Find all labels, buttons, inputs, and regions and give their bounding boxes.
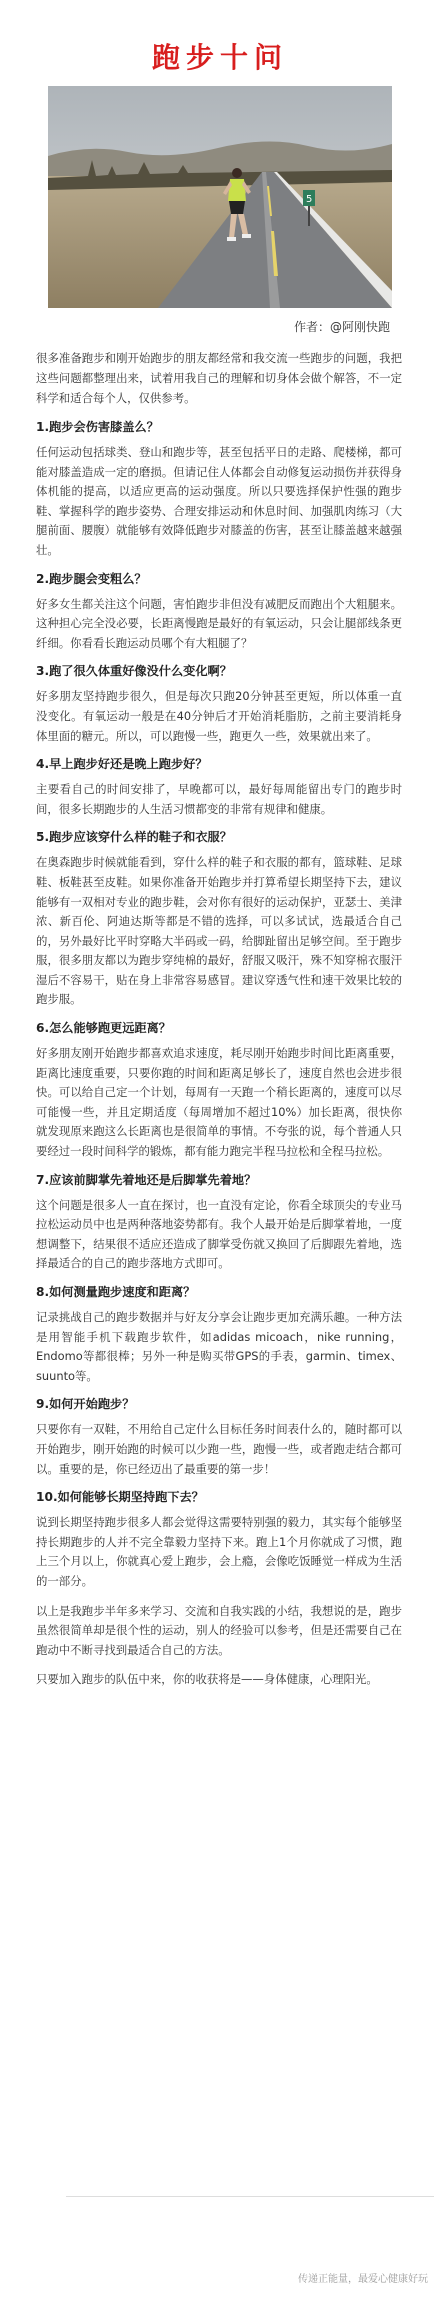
question-answer: 好多女生都关注这个问题，害怕跑步非但没有减肥反而跑出个大粗腿来。这种担心完全没必要，长距离慢跑是最好的有氧运动，只会让腿部线条更纤细。你看看长跑运动员哪个有大粗腿了？ — [36, 596, 402, 650]
question-answer: 任何运动包括球类、登山和跑步等，甚至包括平日的走路、爬楼梯，都可能对膝盖造成一定的磨损。但请记住人体都会自动修复运动损伤并获得身体机能的提高，以适应更高的运动强度。所以只要选择保护性强的跑步鞋、掌握科学的跑步姿势、合理安排运动和休息时间、加强肌肉练习（大腿前面、腰腹）就能够有效降低跑步对膝盖的伤害，甚至让膝盖越来越强壮。 — [36, 445, 402, 557]
question-answer: 只要你有一双鞋，不用给自己定什么目标任务时间表什么的，随时都可以开始跑步，刚开始跑的时候可以少跑一些，跑慢一些，或者跑走结合都可以。重要的是，你已经迈出了最重要的第一步！ — [36, 1422, 402, 1476]
question-title: 3.跑了很久体重好像没什么变化啊？ — [36, 664, 232, 679]
question-answer: 好多朋友刚开始跑步都喜欢追求速度，耗尽刚开始跑步时间比距离重要，距离比速度重要，只要你跑的时间和距离足够长了，速度自然也会进步很快。可以给自己定一个计划，每周有一天跑一个稍长距离的，速度可以尽可能慢一些，并且定期适度（每周增加不超过10%）加长距离，很快你就发现原来跑这么长距离也是很简单的事情。不夸张的说，每个普通人只要经过一段时间科学的锻炼，都有能力跑完半程马拉松和全程马拉松。 — [36, 1046, 402, 1159]
question-answer: 主要看自己的时间安排了，早晚都可以，最好每周能留出专门的跑步时间，很多长期跑步的人生活习惯都变的非常有规律和健康。 — [36, 782, 402, 816]
question-block — [36, 755, 402, 819]
runner-photo — [48, 86, 392, 308]
question-title: 10.如何能够长期坚持跑下去？ — [36, 1490, 204, 1505]
question-block — [36, 1488, 402, 1690]
article-page — [30, 0, 410, 2300]
question-answer: 好多朋友坚持跑步很久，但是每次只跑20分钟甚至更短，所以体重一直没变化。有氧运动一般是在40分钟后才开始消耗脂肪，之前主要消耗身体里面的糖元。所以，可以跑慢一些，跑更久一些，效果就出来了。 — [36, 689, 402, 743]
footer-divider — [66, 2196, 434, 2197]
road-sign-number: 5 — [306, 194, 313, 205]
question-answer: 记录挑战自己的跑步数据并与好友分享会让跑步更加充满乐趣。一种方法是用智能手机下载跑步软件，如adidas micoach，nike running，Endomo等都很棒；另外一种是购买带GPS的手表，garmin、timex、suunto等。 — [36, 1310, 402, 1383]
author-byline: 作者：@阿刚快跑 — [293, 320, 390, 334]
question-answer: 这个问题是很多人一直在探讨，也一直没有定论，你看全球顶尖的专业马拉松运动员中也是两种落地姿势都有。我个人最开始是后脚掌着地，一度想调整下，结果很不适应还造成了脚掌受伤就又换回了后脚跟先着地，选择最适合的自己的跑步落地方式即可。 — [36, 1197, 402, 1271]
question-title: 9.如何开始跑步？ — [36, 1397, 135, 1412]
question-block — [36, 1171, 402, 1274]
question-title: 8.如何测量跑步速度和距离？ — [36, 1285, 196, 1299]
question-title: 4.早上跑步好还是晚上跑步好？ — [36, 757, 208, 772]
question-title: 7.应该前脚掌先着地还是后脚掌先着地？ — [36, 1172, 257, 1187]
question-block — [36, 570, 402, 654]
question-block — [36, 1019, 402, 1162]
runner-road-photo-icon — [48, 86, 392, 308]
question-title: 2.跑步腿会变粗么？ — [36, 571, 147, 586]
question-title: 5.跑步应该穿什么样的鞋子和衣服？ — [36, 830, 232, 845]
question-block — [36, 1395, 402, 1479]
footer-caption: 传递正能量，最爱心健康好玩 — [298, 2274, 428, 2285]
intro-paragraph: 很多准备跑步和刚开始跑步的朋友都经常和我交流一些跑步的问题，我把这些问题都整理出来，试着用我自己的理解和切身体会做个解答，不一定科学和适合每个人，仅供参考。 — [36, 351, 402, 405]
title-block — [30, 36, 410, 76]
summary-paragraph: 以上是我跑步半年多来学习、交流和自我实践的小结，我想说的是，跑步虽然很简单却是很个性的运动，别人的经验可以参考，但是还需要自己在跑动中不断寻找到最适合自己的方法。 — [36, 1603, 402, 1657]
article-title: 跑步十问 — [151, 41, 288, 74]
question-title: 6.怎么能够跑更远距离？ — [36, 1021, 171, 1036]
question-answer: 说到长期坚持跑步很多人都会觉得这需要特别强的毅力，其实每个能够坚持长期跑步的人并不完全靠毅力坚持下来。跑上1个月你就成了习惯，跑上三个月以上，你就真心爱上跑步，会上瘾，会像吃饭睡觉一样成为生活的一部分。 — [36, 1515, 402, 1588]
closing-paragraph: 只要加入跑步的队伍中来，你的收获将是——身体健康，心理阳光。 — [36, 1672, 378, 1687]
question-title: 1.跑步会伤害膝盖么？ — [36, 420, 159, 434]
question-block — [36, 662, 402, 746]
question-block — [36, 1283, 402, 1386]
question-answer: 在奥森跑步时候就能看到，穿什么样的鞋子和衣服的都有，篮球鞋、足球鞋、板鞋甚至皮鞋。如果你准备开始跑步并打算希望长期坚持下去，建议能够有一双相对专业的跑步鞋，会对你有很好的运动保护，亚瑟士、美津浓、新百伦、阿迪达斯等都是不错的选择，可以多试试，选最适合自己的，另外最好比平时穿略大半码或一码，给脚趾留出足够空间。至于跑步服，很多朋友都以为跑步穿纯棉的最好，舒服又吸汗，殊不知穿棉衣服汗湿后不容易干，贴在身上非常容易感冒。建议穿透气性和速干效果比较的跑步服。 — [36, 855, 402, 1007]
question-block — [36, 828, 402, 1010]
article-content — [36, 348, 402, 1700]
question-block — [36, 418, 402, 561]
